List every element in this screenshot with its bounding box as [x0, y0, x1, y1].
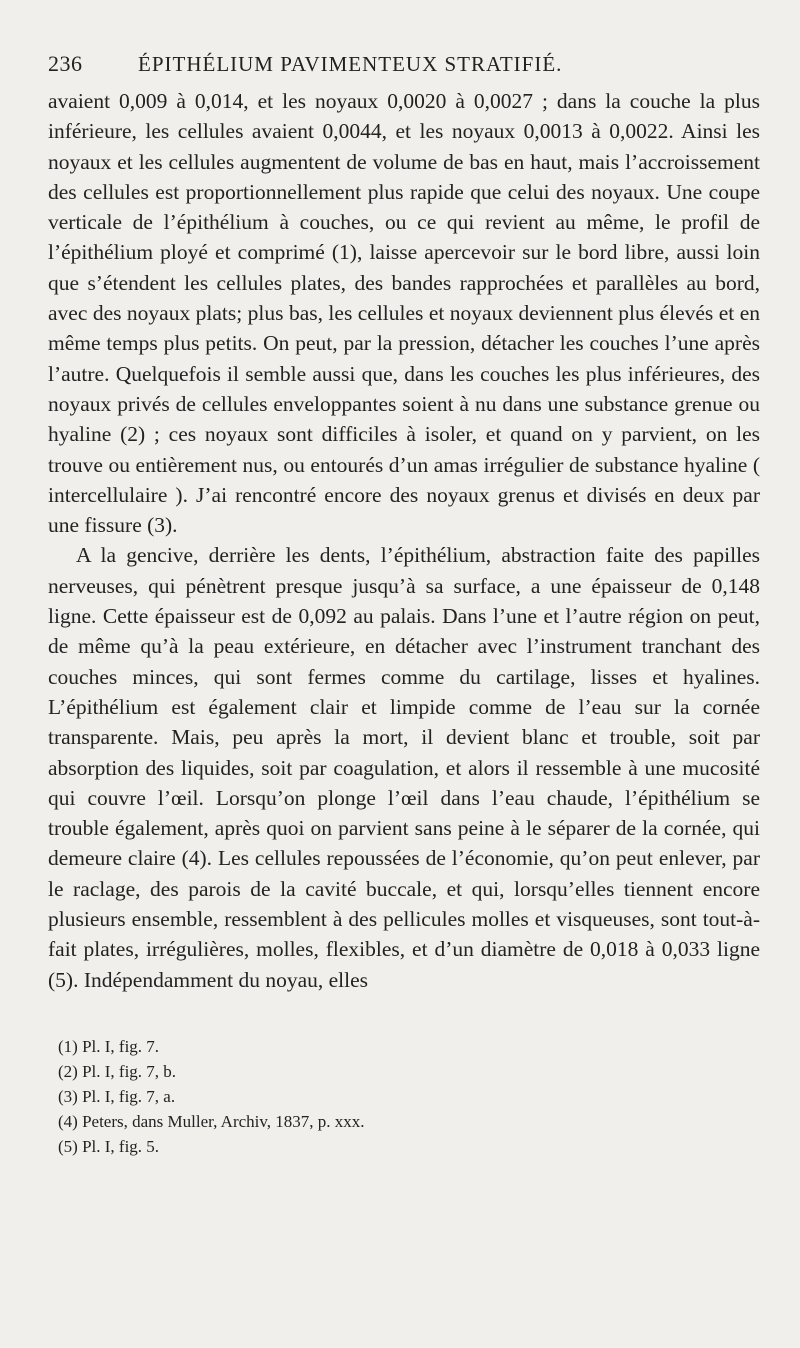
footnote-5: (5) Pl. I, fig. 5. — [58, 1137, 160, 1156]
footnote-4: (4) Peters, dans Muller, Archiv, 1837, p. xxx. — [58, 1112, 365, 1131]
paragraph-2: A la gencive, derrière les dents, l’épithélium, abstraction faite des papilles nerveuses, qui pénètrent presque jusqu’à sa surface, a une épaisseur de 0,148 ligne. Cette épaisseur est de 0,092 au palais. Dans l’une et l’autre région on peut, de même qu’à la peau extérieure, en détacher avec l’instrument tranchant des couches minces, qui sont fermes comme du cartilage, lisses et hyalines. L’épithélium est également clair et limpide comme de l’eau sur la cornée transparente. Mais, peu après la mort, il devient blanc et trouble, soit par absorption des liquides, soit par coagulation, et alors il ressemble à une mucosité qui couvre l’œil. Lorsqu’on plonge l’œil dans l’eau chaude, l’épithélium se trouble également, après quoi on parvient sans peine à le séparer de la cornée, qui demeure claire (4). Les cellules repoussées de l’économie, qu’on peut enlever, par le raclage, des parois de la cavité buccale, et qui, lorsqu’elles tiennent encore plusieurs ensemble, ressemblent à des pellicules molles et visqueuses, sont tout-à-fait plates, irrégulières, molles, flexibles, et d’un diamètre de 0,018 à 0,033 ligne (5). Indépendamment du noyau, elles — [48, 543, 760, 992]
paragraph-1: avaient 0,009 à 0,014, et les noyaux 0,0020 à 0,0027 ; dans la couche la plus inférieure, les cellules avaient 0,0044, et les noyaux 0,0013 à 0,0022. Ainsi les noyaux et les cellules augmentent de volume de bas en haut, mais l’accroissement des cellules est proportionnellement plus rapide que celui des noyaux. Une coupe verticale de l’épithélium à couches, ou ce qui revient au même, le profil de l’épithélium ployé et comprimé (1), laisse apercevoir sur le bord libre, aussi loin que s’étendent les cellules plates, des bandes rapprochées et parallèles au bord, avec des noyaux plats; plus bas, les cellules et noyaux deviennent plus élevés et en même temps plus petits. On peut, par la pression, détacher les couches l’une après l’autre. Quelquefois il semble aussi que, dans les couches les plus inférieures, des noyaux privés de cellules enveloppantes soient à nu dans une substance grenue ou hyaline (2) ; ces noyaux sont difficiles à isoler, et quand on y parvient, on les trouve ou entièrement nus, ou entourés d’un amas irrégulier de substance hyaline ( intercellulaire ). J’ai rencontré encore des noyaux grenus et divisés en deux par une fissure (3). — [48, 89, 760, 538]
footnote-2: (2) Pl. I, fig. 7, b. — [58, 1062, 177, 1081]
running-head — [48, 50, 758, 78]
footnote-3: (3) Pl. I, fig. 7, a. — [58, 1087, 176, 1106]
footnotes — [58, 1034, 758, 1159]
page-number: 236 — [48, 51, 83, 76]
footnote-1: (1) Pl. I, fig. 7. — [58, 1037, 160, 1056]
body-text — [48, 86, 760, 995]
running-title: ÉPITHÉLIUM PAVIMENTEUX STRATIFIÉ. — [138, 52, 563, 76]
